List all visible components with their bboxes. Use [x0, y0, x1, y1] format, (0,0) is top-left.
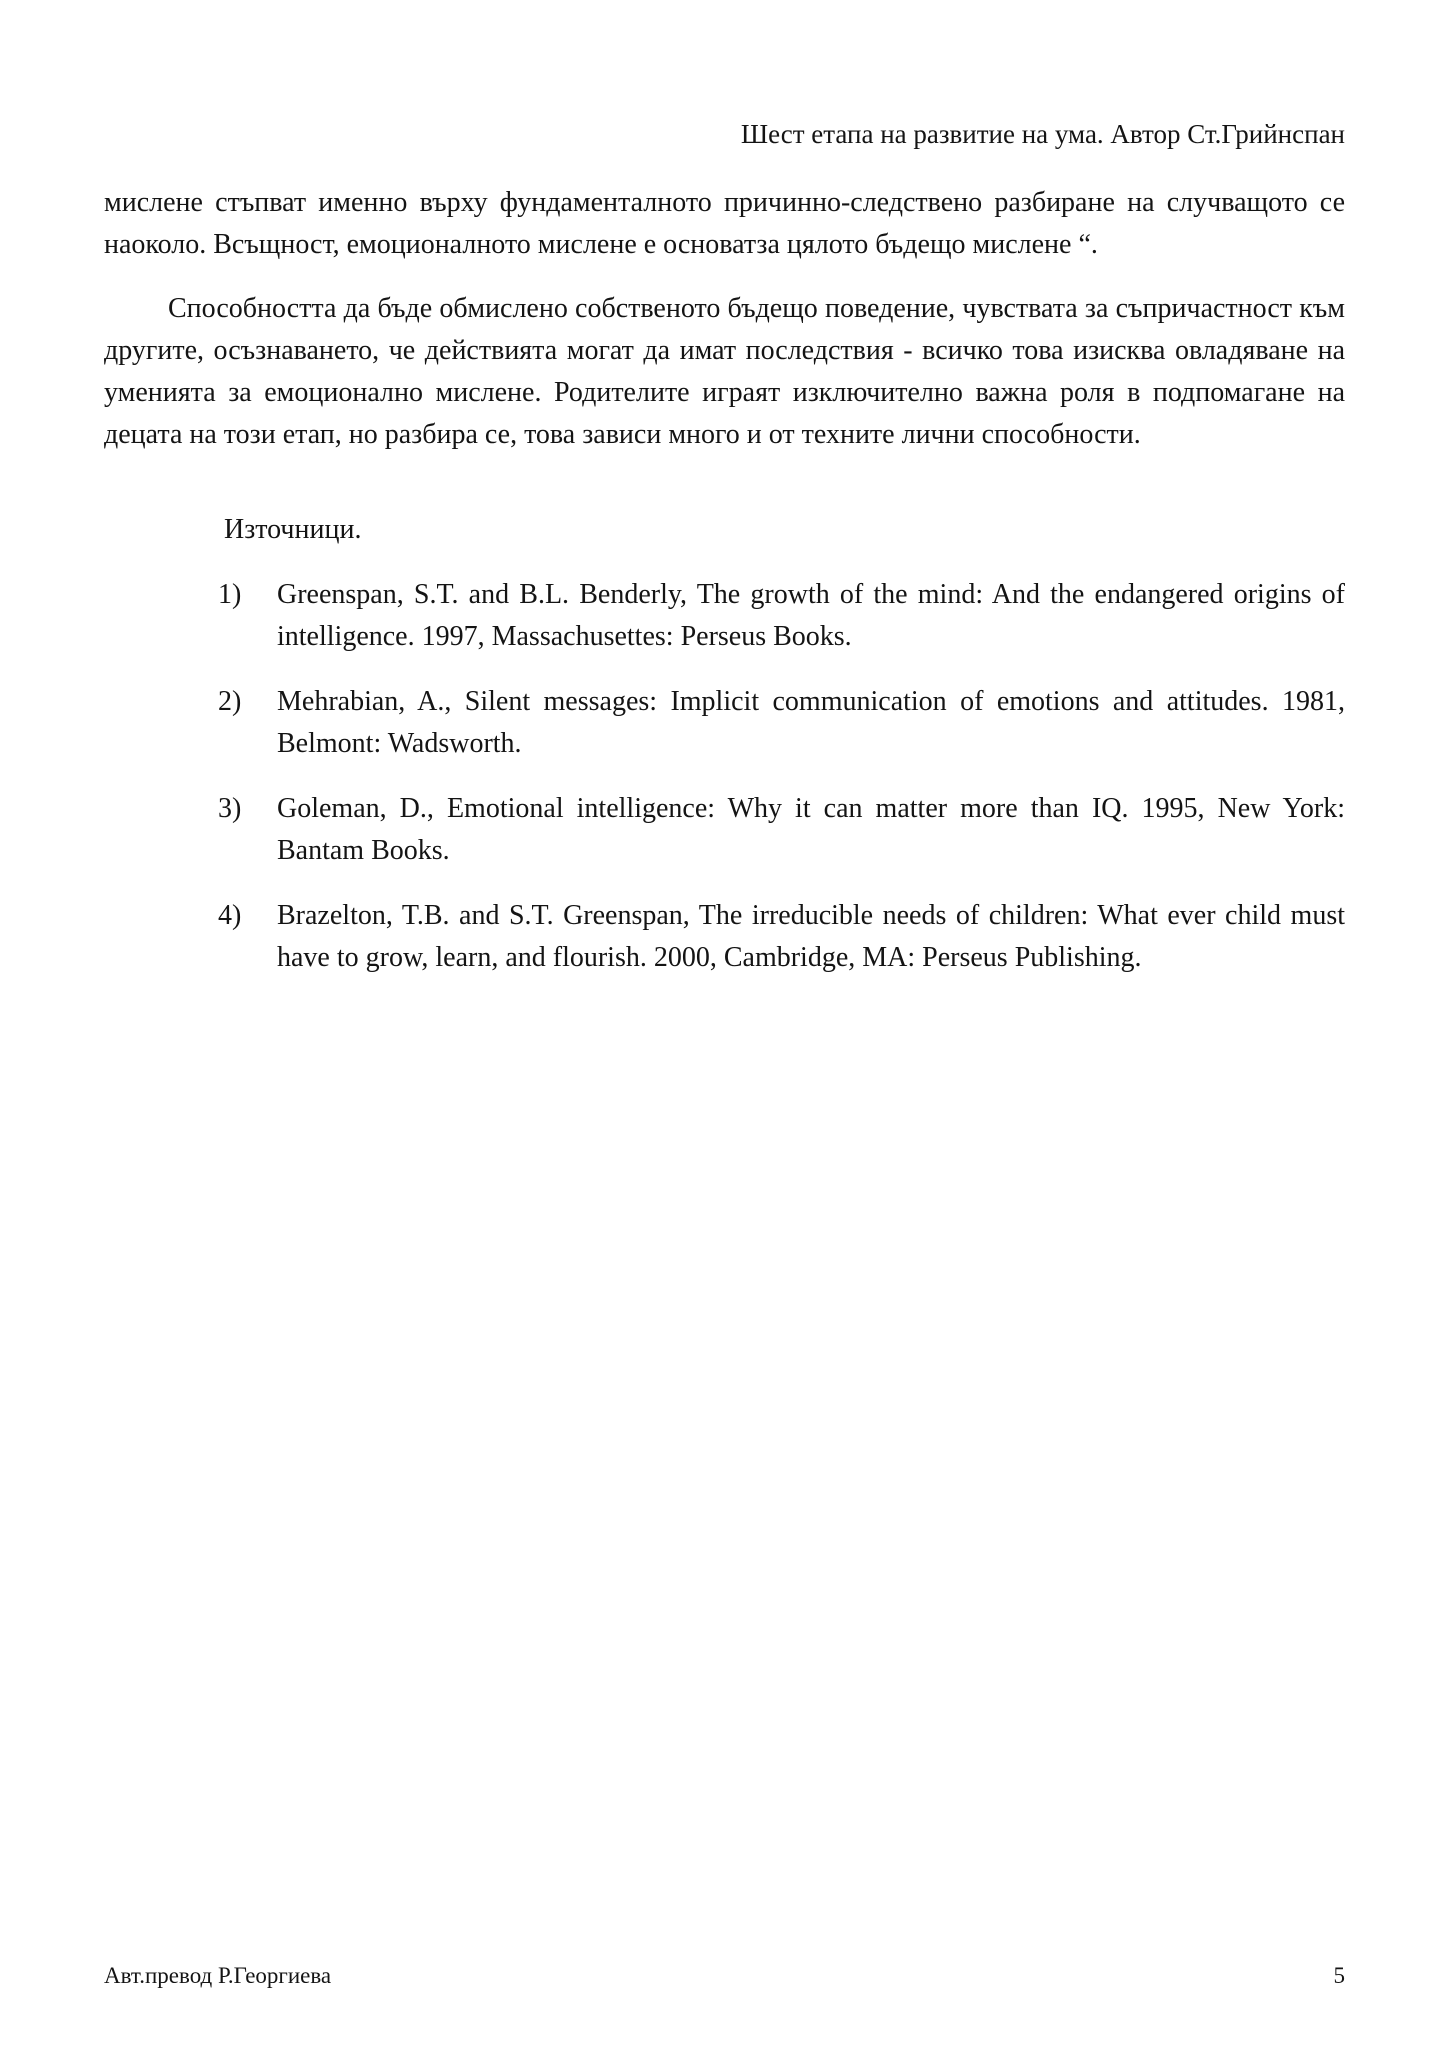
reference-item	[104, 788, 1345, 872]
body-paragraph-2: Способността да бъде обмислено собственото бъдещо поведение, чувствата за съпричастност към другите, осъзнаването, че действията могат да имат последствия - всичко това изисква овладяване на уменията за емоционално мислене. Родителите играят изключително важна роля в подпомагане на децата на този етап, но разбира се, това зависи много и от техните лични способности.	[104, 293, 1345, 450]
sources-heading: Източници.	[224, 514, 362, 545]
page-content	[0, 0, 1448, 979]
page-footer	[104, 1962, 1345, 1990]
body-paragraph-1: мислене стъпват именно върху фундаменталното причинно-следствено разбиране на случващото се наоколо. Всъщност, емоционалното мислене е основатза цялото бъдещо мислене “.	[104, 187, 1345, 260]
footer-translator-credit: Авт.превод Р.Георгиева	[104, 1963, 332, 1988]
footer-page-number: 5	[1333, 1963, 1345, 1988]
reference-item	[104, 574, 1345, 658]
reference-item	[104, 681, 1345, 765]
reference-list	[104, 574, 1345, 979]
reference-text: Greenspan, S.T. and B.L. Benderly, The growth of the mind: And the endangered origins of intelligence. 1997, Massachusettes: Perseus Books.	[277, 579, 1345, 652]
reference-number: 1)	[218, 579, 242, 610]
running-header: Шест етапа на развитие на ума. Автор Ст.Грийнспан	[740, 119, 1345, 149]
reference-item	[104, 895, 1345, 979]
reference-text: Brazelton, T.B. and S.T. Greenspan, The irreducible needs of children: What ever child must have to grow, learn, and flourish. 2000, Cambridge, MA: Perseus Publishing.	[277, 900, 1345, 973]
reference-number: 2)	[218, 686, 242, 717]
reference-text: Goleman, D., Emotional intelligence: Why it can matter more than IQ. 1995, New York: Bantam Books.	[277, 793, 1345, 866]
reference-text: Mehrabian, A., Silent messages: Implicit communication of emotions and attitudes. 1981, Belmont: Wadsworth.	[277, 686, 1345, 759]
reference-number: 4)	[218, 900, 242, 931]
reference-number: 3)	[218, 793, 242, 824]
